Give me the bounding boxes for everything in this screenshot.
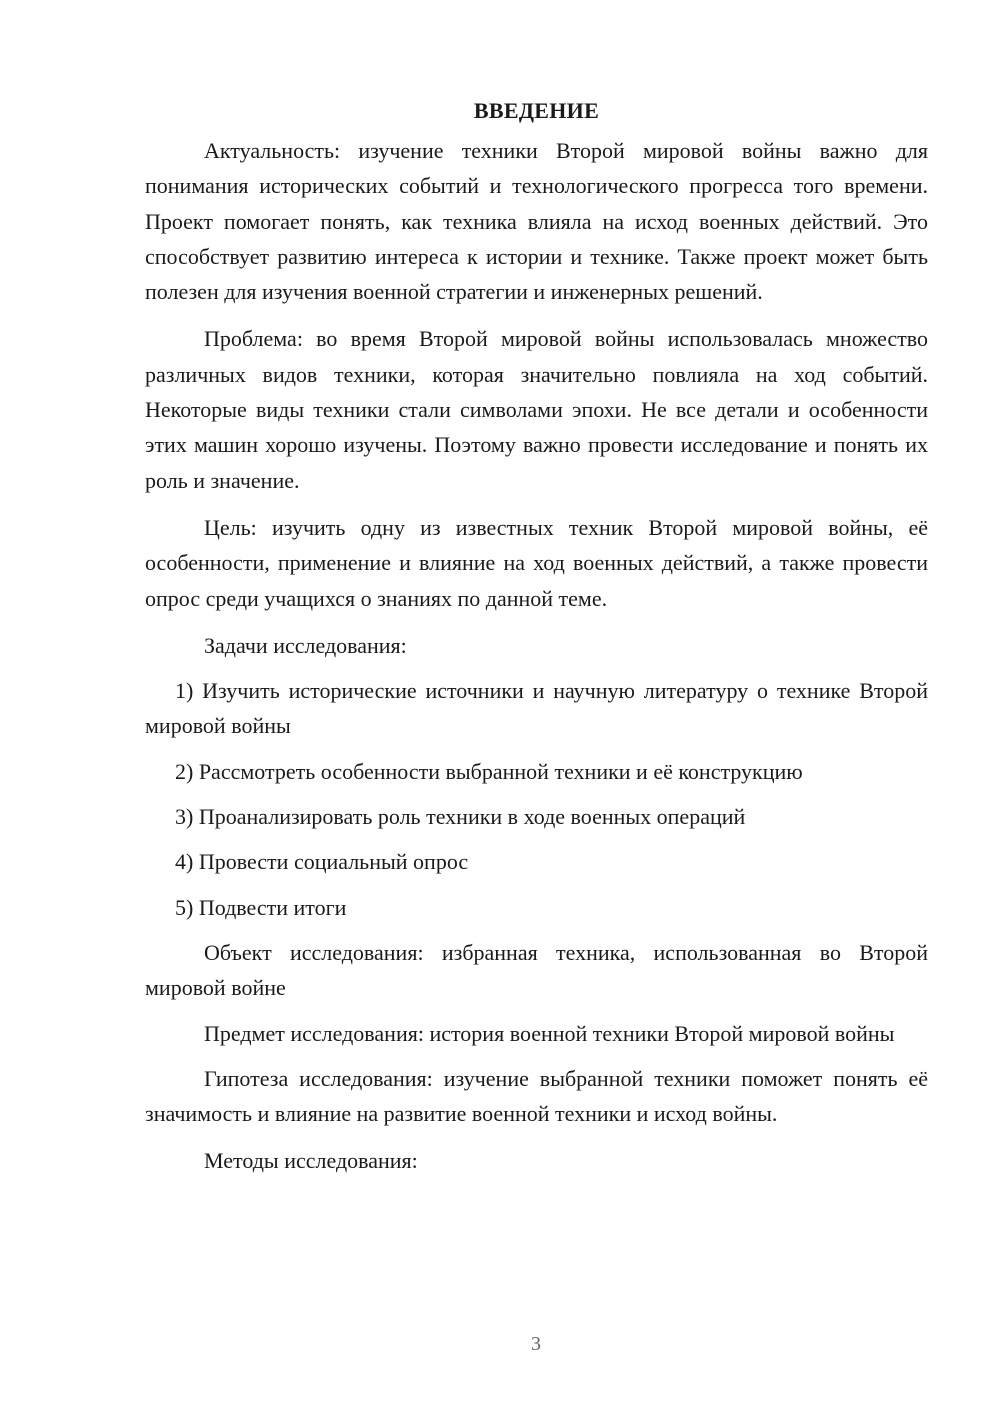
tasks-heading: Задачи исследования:	[204, 632, 407, 658]
task-item-3: 3) Проанализировать роль техники в ходе военных операций	[175, 804, 746, 830]
subject-paragraph: Предмет исследования: история военной техники Второй мировой войны	[204, 1020, 895, 1046]
page-number: 3	[531, 1333, 541, 1355]
hypothesis-paragraph: Гипотеза исследования: изучение выбранной техники поможет понять её значимость и влияние на развитие военной техники и исход войны.	[145, 1065, 928, 1127]
page-title: ВВЕДЕНИЕ	[473, 98, 600, 123]
task-item-1: 1) Изучить исторические источники и научную литературу о технике Второй мировой войны	[145, 678, 928, 739]
task-item-5: 5) Подвести итоги	[175, 894, 347, 920]
problem-paragraph: Проблема: во время Второй мировой войны использовалась множество различных видов техники, которая значительно повлияла на ход событий. Некоторые виды техники стали символами эпохи. Не все детали и особенности этих машин хорошо изучены. Поэтому важно провести исследование и понять их роль и значение.	[145, 326, 928, 493]
object-paragraph: Объект исследования: избранная техника, использованная во Второй мировой войне	[145, 939, 928, 1001]
goal-paragraph: Цель: изучить одну из известных техник Второй мировой войны, её особенности, применение и влияние на ход военных действий, а также провести опрос среди учащихся о знаниях по данной теме.	[145, 514, 928, 611]
page-content	[145, 93, 928, 1179]
task-item-2: 2) Рассмотреть особенности выбранной техники и её конструкцию	[175, 758, 803, 784]
methods-heading: Методы исследования:	[204, 1148, 418, 1174]
relevance-paragraph: Актуальность: изучение техники Второй мировой войны важно для понимания исторических событий и технологического прогресса того времени. Проект помогает понять, как техника влияла на исход военных действий. Это способствует развитию интереса к истории и технике. Также проект может быть полезен для изучения военной стратегии и инженерных решений.	[145, 138, 928, 305]
task-item-4: 4) Провести социальный опрос	[175, 849, 469, 875]
